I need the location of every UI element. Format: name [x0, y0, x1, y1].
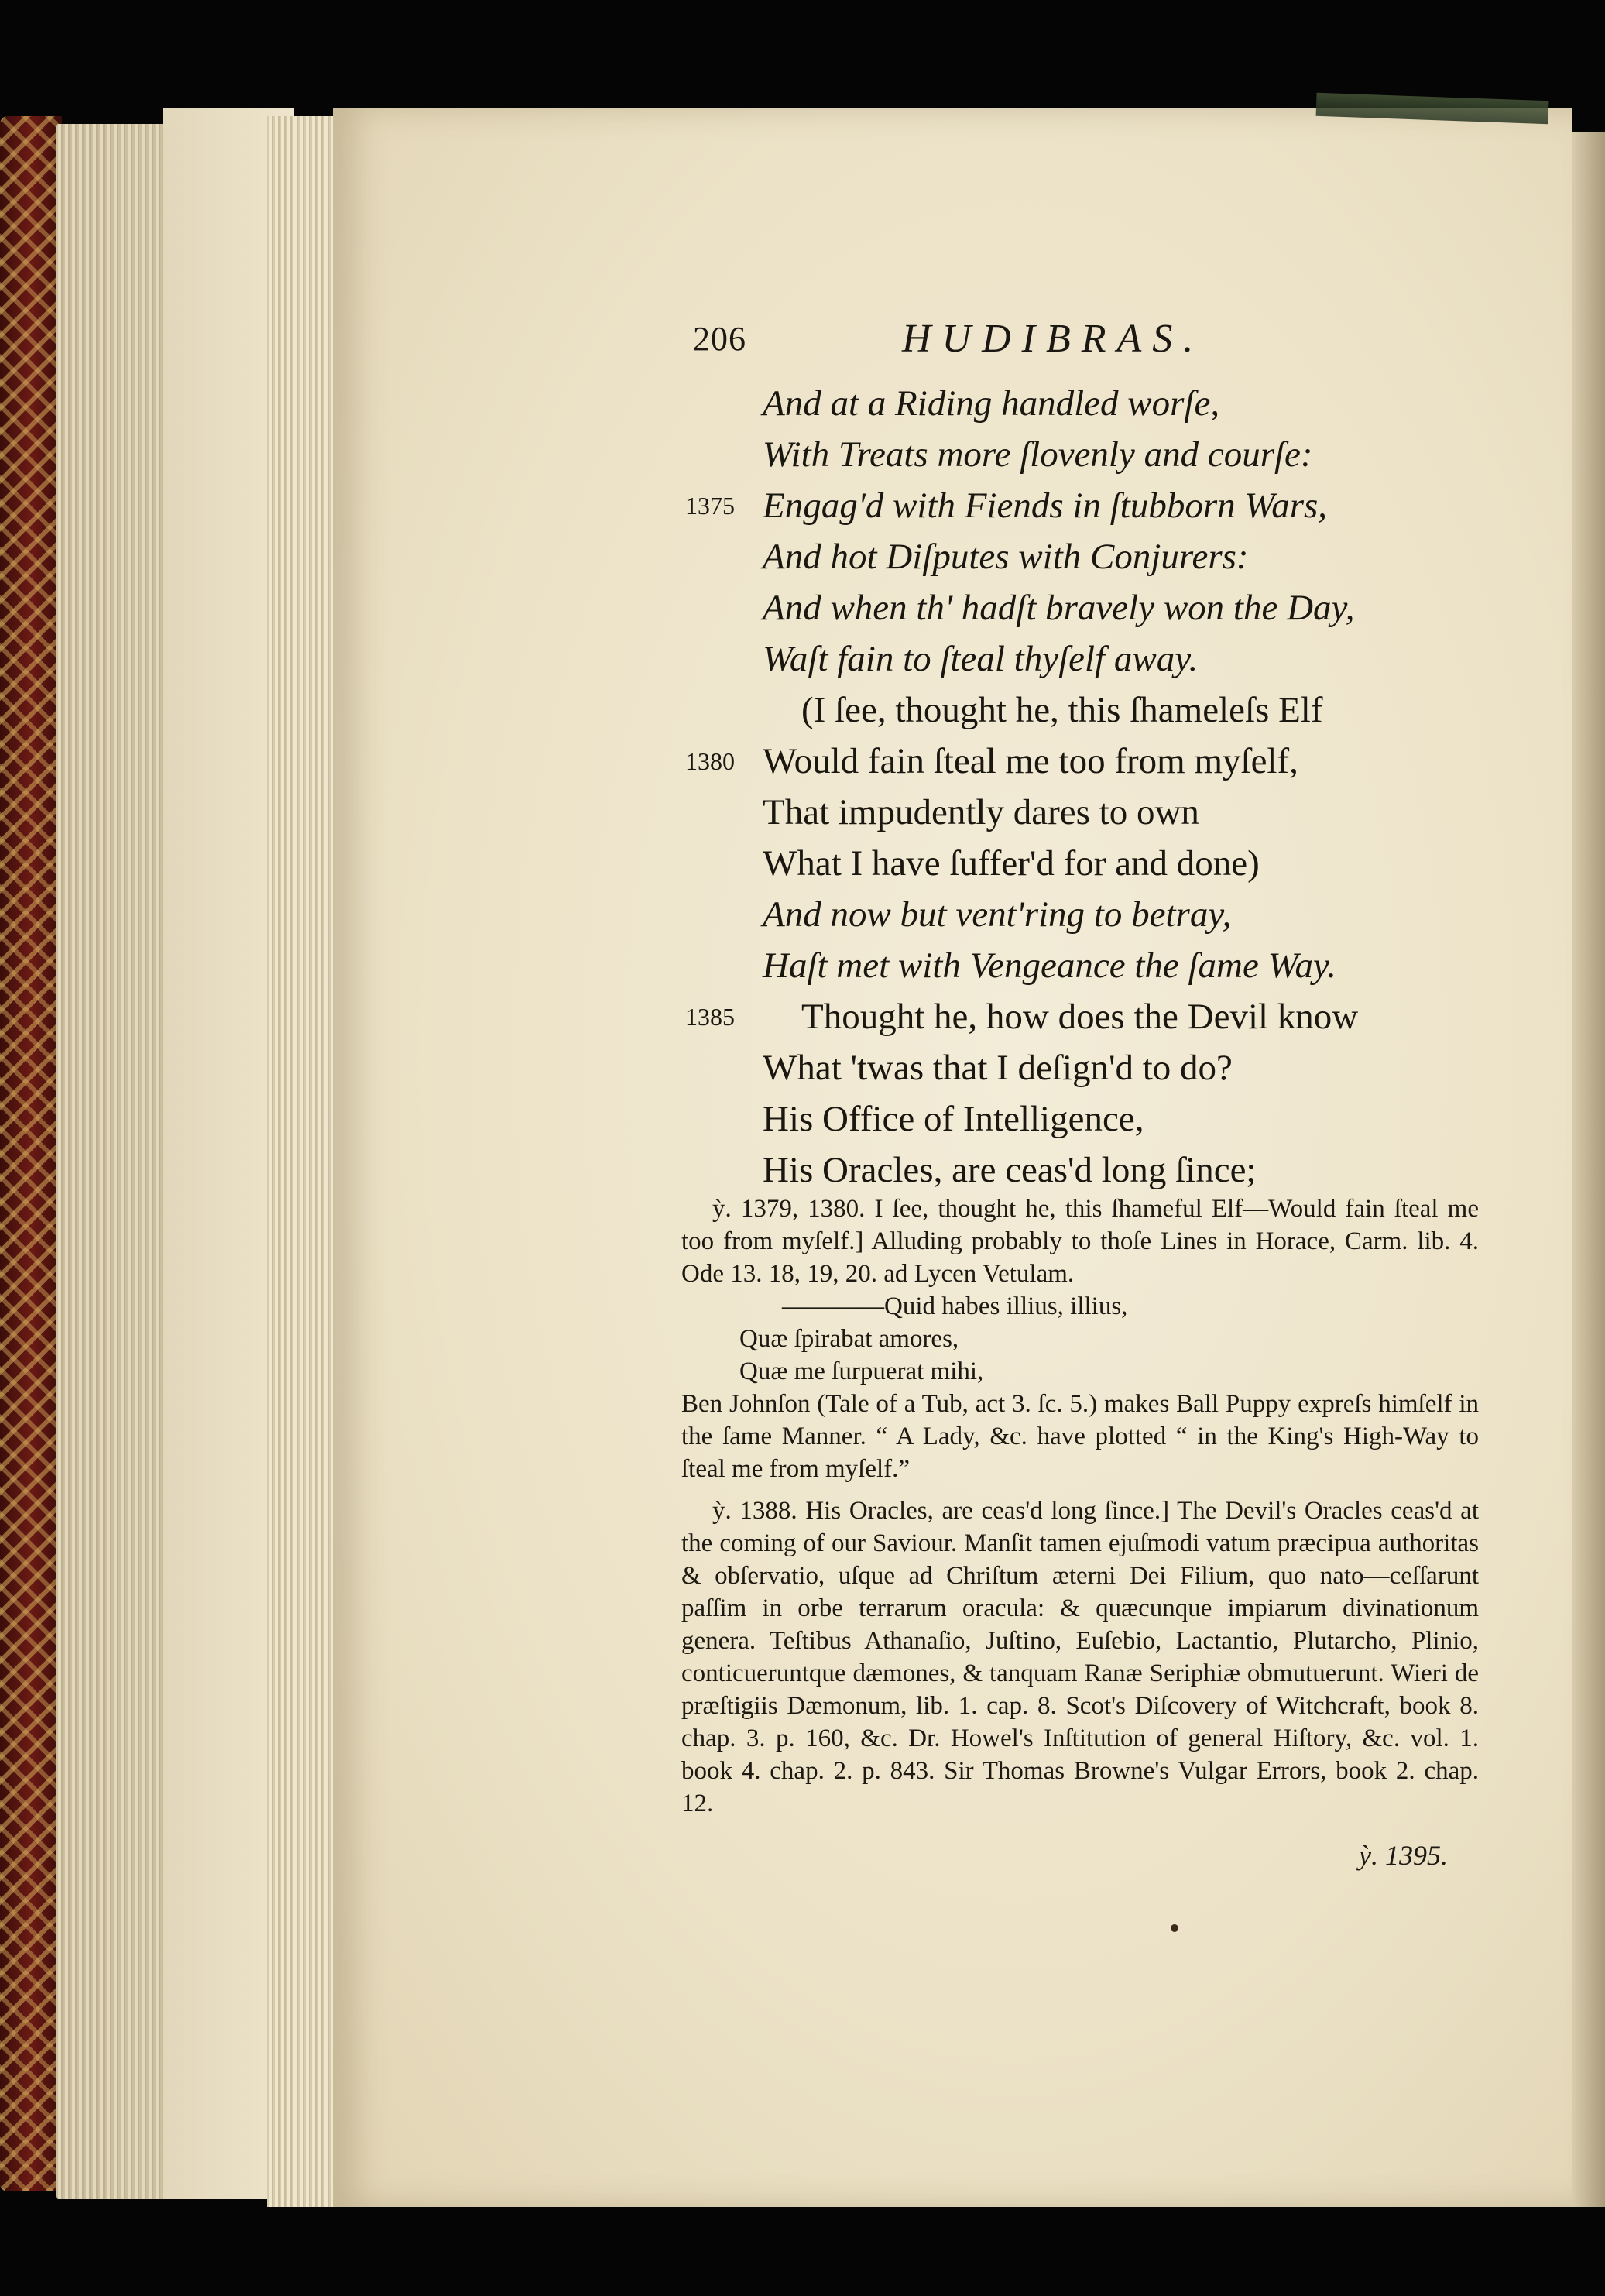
- verse-line: [677, 685, 1452, 736]
- page-edge-right: [1572, 132, 1605, 2207]
- verse-line: [677, 480, 1452, 531]
- line-number: 1375: [685, 492, 735, 520]
- catchword: ỳ. 1395.: [1359, 1840, 1448, 1871]
- verse-text: With Treats more ſlovenly and courſe:: [763, 434, 1313, 475]
- verse-line: [677, 582, 1452, 633]
- page-header: [693, 319, 1328, 381]
- ink-spot: [1171, 1924, 1178, 1932]
- verse-line: [677, 1093, 1452, 1145]
- line-number: 1385: [685, 1003, 735, 1031]
- footnote-1388: ỳ. 1388. His Oracles, are ceas'd long ſince.] The Devil's Oracles ceas'd at the coming of our Saviour. Manſit tamen ejuſmodi vatum præcipua authoritas & obſervatio, uſque ad Chriſtum æterni Dei Filium, quo nato—ceſſarunt paſſim in orbe terrarum oracula: & quæcunque impiarum divinationum genera. Teſtibus Athanaſio, Juſtino, Euſebio, Lactantio, Plutarcho, Plinio, conticueruntque dæmones, & tanquam Ranæ Seriphiæ obmutuerunt. Wieri de præſtigiis Dæmonum, lib. 1. cap. 8. Scot's Diſcovery of Witchcraft, book 8. chap. 3. p. 160, &c. Dr. Howel's Inſtitution of general Hiſtory, &c. vol. 1. book 4. chap. 2. p. 843. Sir Thomas Browne's Vulgar Errors, book 2. chap. 12.: [681, 1497, 1479, 1817]
- verse-text: And hot Diſputes with Conjurers:: [763, 537, 1249, 577]
- verse-text: And at a Riding handled worſe,: [763, 383, 1220, 424]
- verse-text: Haſt met with Vengeance the ſame Way.: [763, 946, 1336, 986]
- verse-text: Thought he, how does the Devil know: [801, 997, 1359, 1037]
- verse-line: [677, 889, 1452, 940]
- line-number: 1380: [685, 747, 735, 775]
- verse-text: And when th' hadſt bravely won the Day,: [763, 588, 1355, 628]
- quote-line: ————Quid habes illius, illius,: [782, 1292, 1128, 1320]
- verse-text: Waſt fain to ſteal thyſelf away.: [763, 639, 1199, 679]
- verse-line: [677, 531, 1452, 582]
- verse-text: That impudently dares to own: [763, 792, 1199, 832]
- verse-text: What 'twas that I deſign'd to do?: [763, 1048, 1233, 1088]
- verse-line: [677, 991, 1452, 1042]
- verse-line: [677, 378, 1452, 429]
- verse-text: His Oracles, are ceas'd long ſince;: [763, 1150, 1257, 1190]
- page-number: 206: [693, 320, 746, 358]
- verse-text: What I have ſuffer'd for and done): [763, 843, 1260, 884]
- running-title: HUDIBRAS.: [902, 317, 1205, 361]
- verse-line: [677, 736, 1452, 787]
- verse-text: (I ſee, thought he, this ſhameleſs Elf: [801, 690, 1323, 730]
- page-edges-stack: [267, 116, 337, 2207]
- quote-line: Quæ me ſurpuerat mihi,: [739, 1357, 984, 1385]
- verse-line: [677, 838, 1452, 889]
- verse-line: [677, 1145, 1452, 1196]
- verse-line: [677, 633, 1452, 685]
- verse-line: [677, 787, 1452, 838]
- verse-line: [677, 1042, 1452, 1093]
- verse-text: His Office of Intelligence,: [763, 1099, 1144, 1139]
- verse-line: [677, 429, 1452, 480]
- verse-text: Engag'd with Fiends in ſtubborn Wars,: [763, 486, 1328, 526]
- footnotes: [681, 1193, 1479, 1820]
- quote-line: Quæ ſpirabat amores,: [739, 1325, 959, 1353]
- verse-block: [677, 378, 1452, 1196]
- footnote-1379: ỳ. 1379, 1380. I ſee, thought he, this ſhameful Elf—Would fain ſteal me too from myſelf.] Alluding probably to thoſe Lines in Horace, Carm. lib. 4. Ode 13. 18, 19, 20. ad Lycen Vetulam.: [681, 1195, 1479, 1288]
- book-spine: [0, 116, 62, 2191]
- footnote-1379-continued: Ben Johnſon (Tale of a Tub, act 3. ſc. 5.) makes Ball Puppy expreſs himſelf in the ſame Manner. “ A Lady, &c. have plotted “ in the King's High-Way to ſteal me from myſelf.”: [681, 1390, 1479, 1483]
- verse-text: And now but vent'ring to betray,: [763, 894, 1232, 935]
- verse-text: Would fain ſteal me too from myſelf,: [763, 741, 1298, 781]
- verse-line: [677, 940, 1452, 991]
